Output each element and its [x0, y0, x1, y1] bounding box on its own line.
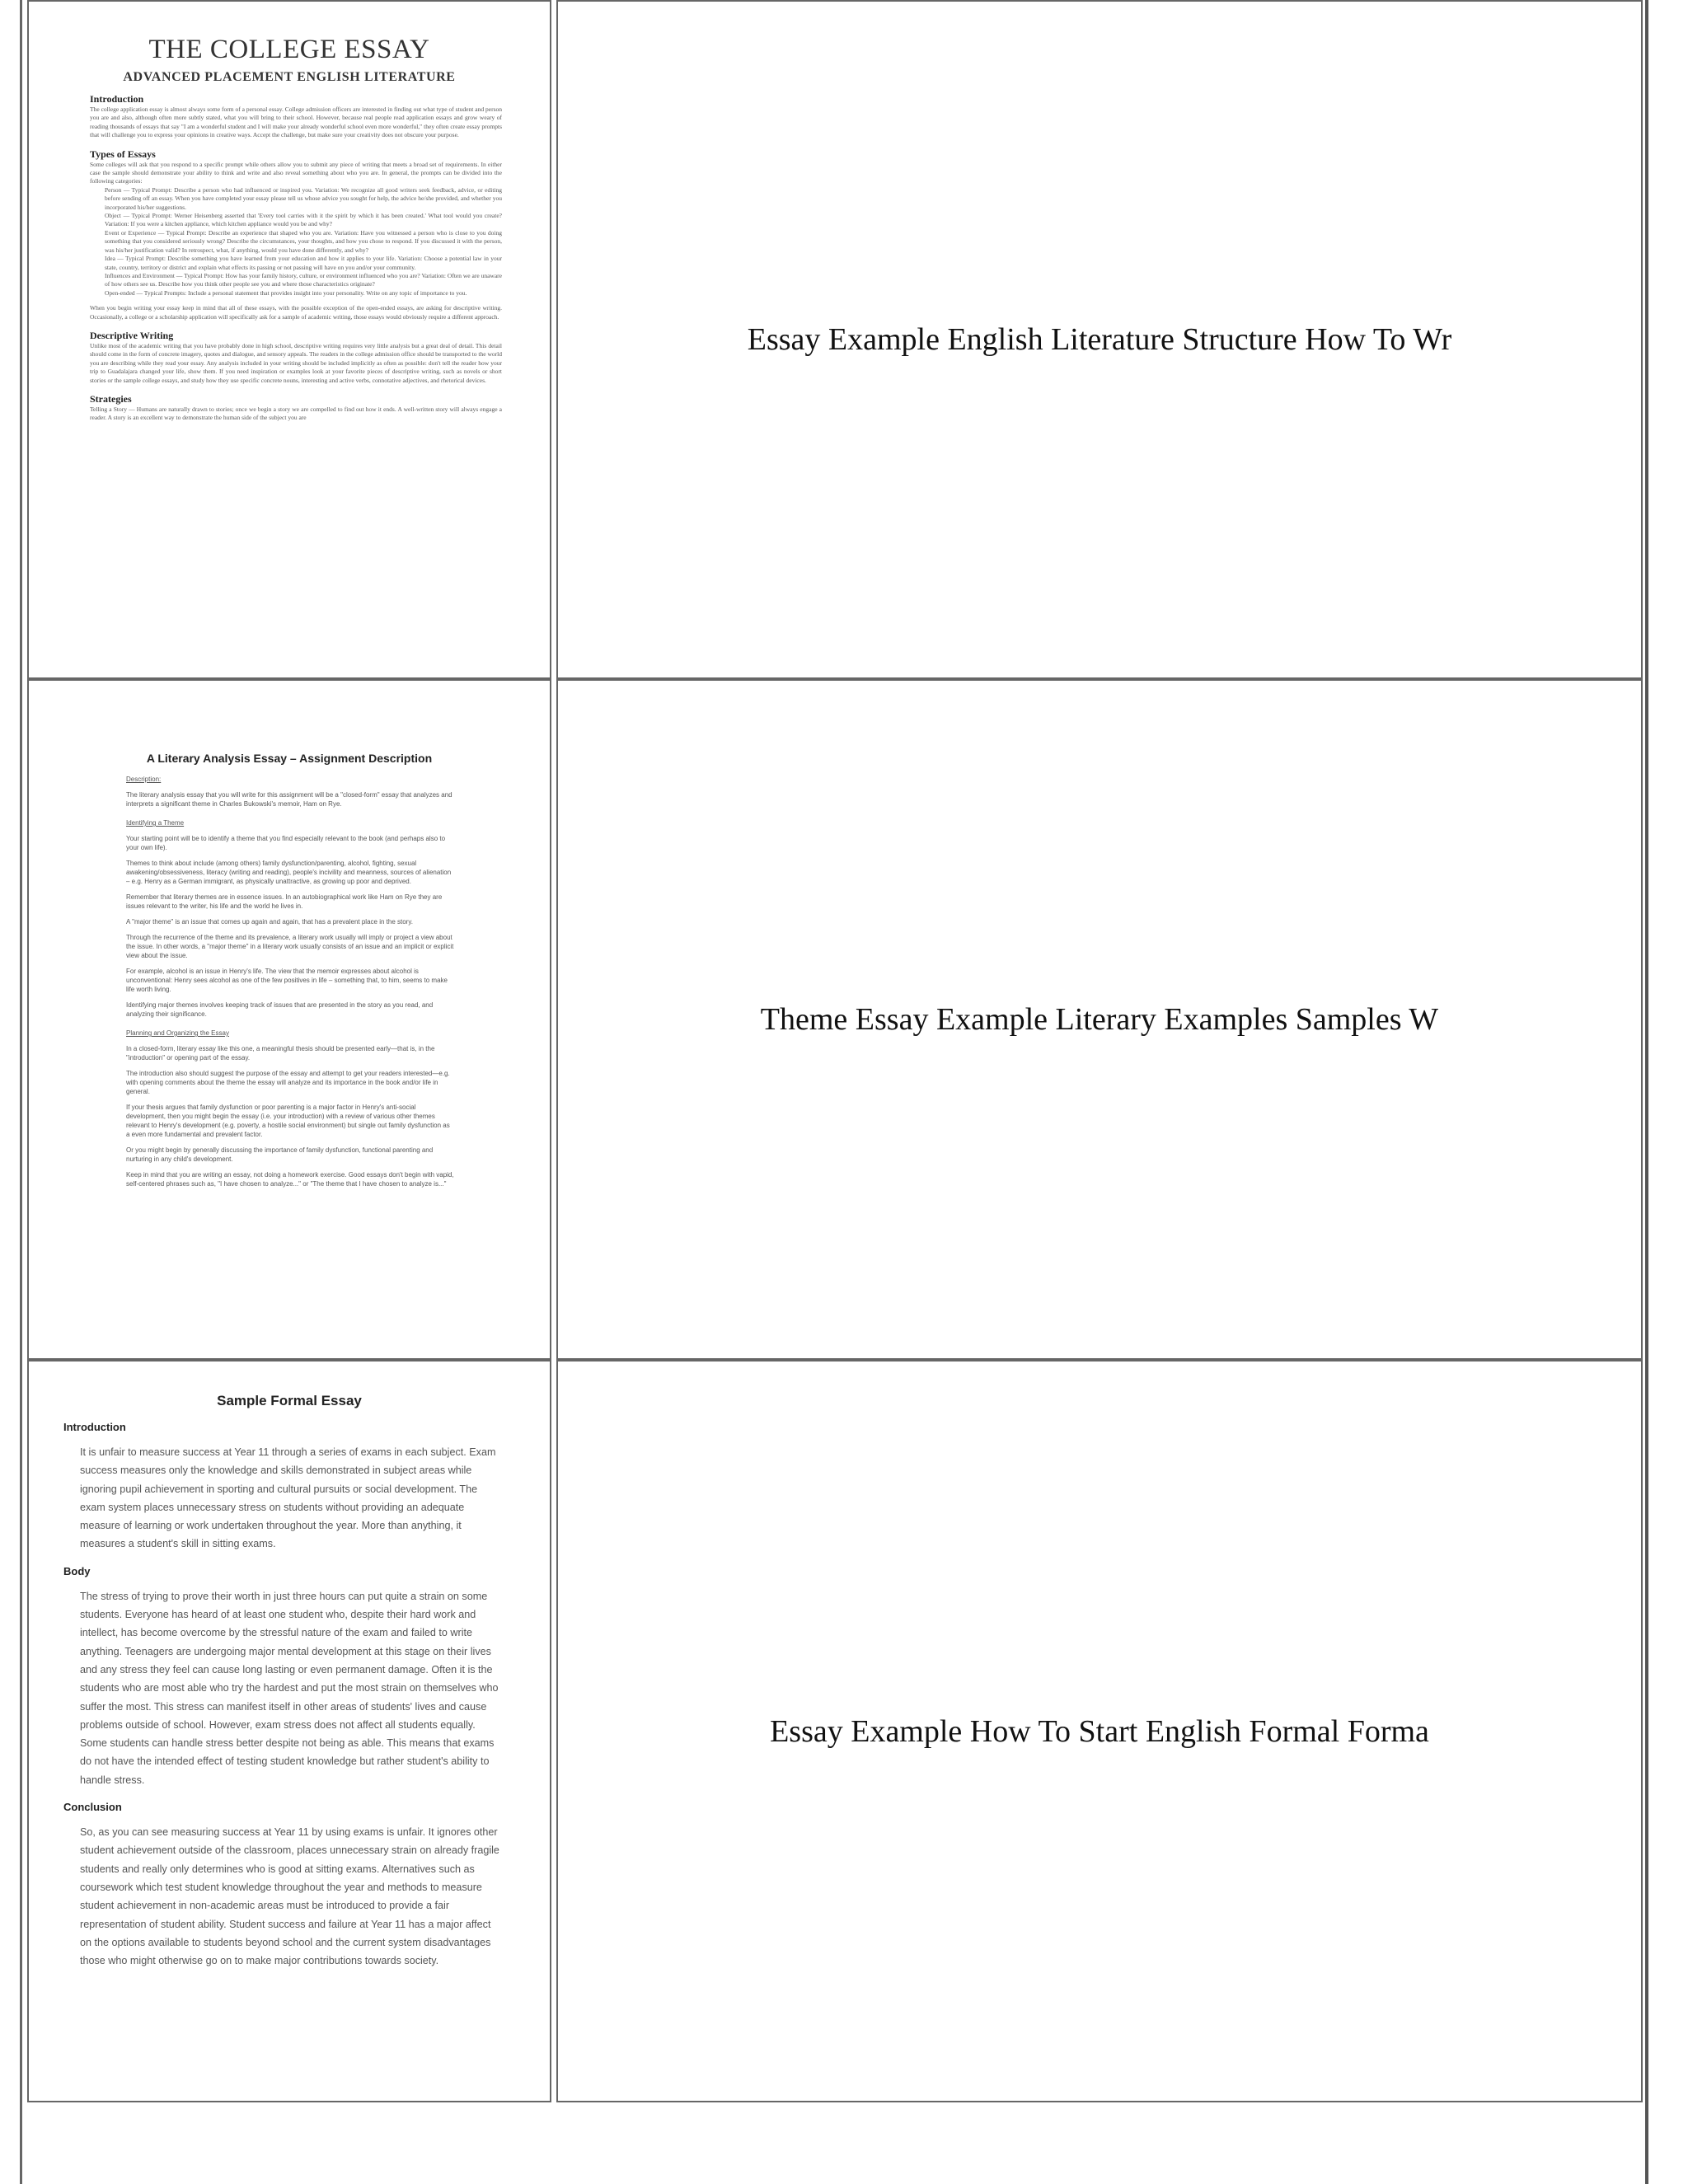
paragraph: For example, alcohol is an issue in Henry's life. The view that the memoir expresses about alcohol is unconventional: Henry sees alcohol as one of the few positives in life – something that, to him, seems to make life worth living.	[126, 968, 448, 993]
paragraph: The literary analysis essay that you will write for this assignment will be a "closed-form" essay that analyzes and interprets a significant theme in Charles Bukowski's memoir, Ham on Rye.	[126, 791, 452, 808]
doc-subtitle: ADVANCED PLACEMENT ENGLISH LITERATURE	[123, 70, 456, 84]
paragraph: Keep in mind that you are writing an essay, not doing a homework exercise. Good essays don't begin with vapid, self-centered phrases such as, "I have chosen to analyze..." or "The theme that I have chosen to analyze is..."	[126, 1171, 454, 1188]
section-heading: Descriptive Writing	[90, 329, 174, 341]
section-heading: Types of Essays	[90, 148, 156, 160]
paragraph: So, as you can see measuring success at Year 11 by using exams is unfair. It ignores other student achievement outside of the classroom, places unnecessary strain on already fragile students and really only determines who is good at sitting exams. Alternatives such as coursework which test student knowledge throughout the year and methods to measure student achievement in non-academic areas must be introduced to provide a fair representation of student ability. Student success and failure at Year 11 has a major affect on the options available to students beyond school and the current system disadvantages those who might otherwise go on to make major contributions towards society.	[80, 1826, 499, 1967]
document-thumbnail-formal-essay[interactable]	[27, 1360, 551, 2102]
caption-cell[interactable]	[556, 679, 1643, 1360]
section-heading: Strategies	[90, 392, 132, 405]
doc-title: Sample Formal Essay	[217, 1393, 362, 1408]
paragraph: A "major theme" is an issue that comes up again and again, that has a prevalent place in the story.	[126, 918, 413, 926]
caption-cell[interactable]	[556, 0, 1643, 679]
document-page	[29, 681, 550, 1358]
paragraph: Influences and Environment — Typical Prompt: How has your family history, culture, or environment influenced who you are? Variation: Often we are unaware of how others see us. Describe how you think other people see you and where those characteristics originate?	[105, 271, 502, 288]
document-page	[29, 1361, 550, 2101]
section-heading: Conclusion	[63, 1801, 122, 1814]
section-heading: Description:	[126, 776, 162, 783]
paragraph: Unlike most of the academic writing that you have probably done in high school, descriptive writing requires very little analysis but a great deal of detail. This detail should come in the form of concrete imagery, quotes and dialogue, and sensory appeals. The readers in the college admission office should be transported to the world you are describing while they read your essay. Any analysis included in your writing should be included implicitly as often as possible: don't tell the reader how your trip to Guadalajara changed your life, show them. If you need inspiration or examples look at your favorite pieces of descriptive writing, such as novels or short stories or the sample college essays, and study how they use specific concrete nouns, interesting and active verbs, connotative adjectives, and rhetorical devices.	[90, 341, 502, 384]
paragraph: Idea — Typical Prompt: Describe something you have learned from your education and how it applies to your life. Variation: Choose a potential law in your state, country, territory or district and explain what effects its passing or not passing will have on you and/or your community.	[105, 255, 502, 271]
gallery-row-2	[25, 679, 1648, 1360]
paragraph: The introduction also should suggest the purpose of the essay and attempt to get your readers interested—e.g. with opening comments about the theme the essay will analyze and its importance in the book and/or life in general.	[126, 1070, 450, 1095]
paragraph: Your starting point will be to identify a theme that you find especially relevant to the book (and perhaps also to your own life).	[126, 835, 446, 851]
caption-cell[interactable]	[556, 1360, 1643, 2102]
section-heading: Body	[63, 1564, 91, 1577]
caption-link[interactable]: Theme Essay Example Literary Examples Samples W	[760, 1002, 1439, 1037]
paragraph: It is unfair to measure success at Year 11 through a series of exams in each subject. Exam success measures only the knowledge and skills demonstrated in subject areas while ignoring pupil achievement in sporting and cultural pursuits or social development. The exam system places unnecessary stress on students without providing an adequate measure of learning or work undertaken throughout the year. More than anything, it measures a student's skill in sitting exams.	[80, 1446, 496, 1550]
paragraph: The stress of trying to prove their worth in just three hours can put quite a strain on some students. Everyone has heard of at least one student who, despite their hard work and intellect, has become overcome by the stressful nature of the exam and failed to write anything. Teenagers are undergoing major mental development at this stage on their lives and any stress they feel can cause long lasting or even permanent damage. Often it is the students who are most able who try the hardest and put the most strain on themselves who suffer the most. This stress can manifest itself in other areas of students' lives and cause problems outside of school. However, exam stress does not affect all students equally. Some students can handle stress better despite not being as able. This means that exams do not have the intended effect of testing student knowledge but rather student's ability to handle stress.	[80, 1590, 499, 1786]
paragraph: Some colleges will ask that you respond to a specific prompt while others allow you to submit any piece of writing that meets a broad set of requirements. In either case the sample should demonstrate your ability to think and write and also reveal something about who you are. In general, the prompts can be divided into the following categories:	[90, 160, 502, 185]
document-page	[29, 2, 550, 677]
doc-title: A Literary Analysis Essay – Assignment Description	[146, 752, 433, 765]
section-heading: Introduction	[63, 1421, 126, 1433]
section-heading: Introduction	[90, 93, 144, 105]
paragraph: Telling a Story — Humans are naturally drawn to stories; once we begin a story we are compelled to find out how it ends. A well-written story will always engage a reader. A story is an excellent way to demonstrate the human side of the subject you are	[90, 405, 502, 422]
section-heading: Identifying a Theme	[126, 819, 185, 827]
document-thumbnail-college-essay[interactable]	[27, 0, 551, 679]
paragraph: Open-ended — Typical Prompts: Include a personal statement that provides insight into your personality. Write on any topic of importance to you.	[105, 288, 467, 297]
gallery-row-1	[25, 0, 1648, 679]
paragraph: In a closed-form, literary essay like this one, a meaningful thesis should be presented early—that is, in the "introduction" or opening part of the essay.	[126, 1045, 435, 1062]
paragraph: Object — Typical Prompt: Werner Heisenberg asserted that 'Every tool carries with it the spirit by which it has been created.' What tool would you create? Variation: If you were a kitchen appliance, which kitchen appliance would you be and why?	[105, 212, 502, 228]
gallery-row-3	[25, 1360, 1648, 2102]
paragraph: Identifying major themes involves keeping track of issues that are presented in the story as you read, and analyzing their significance.	[126, 1001, 434, 1018]
caption-link[interactable]: Essay Example English Literature Structure How To Wr	[747, 322, 1452, 357]
section-heading: Planning and Organizing the Essay	[126, 1029, 229, 1037]
caption-link[interactable]: Essay Example How To Start English Formal Forma	[770, 1713, 1429, 1749]
paragraph: Remember that literary themes are in essence issues. In an autobiographical work like Ham on Rye they are issues relevant to the writer, his life and the world he lives in.	[126, 893, 443, 910]
paragraph: Themes to think about include (among others) family dysfunction/parenting, alcohol, fighting, sexual awakening/obsessiveness, literacy (writing and reading), people's incivility and meanness, sources of alienation – e.g. Henry as a German immigrant, as physically unattractive, as growing up poor and deprived.	[126, 860, 452, 885]
paragraph: Through the recurrence of the theme and its prevalence, a literary work usually will imply or project a view about the issue. In other words, a "major theme" in a literary work usually consists of an issue and an implicit or explicit view about the issue.	[126, 934, 454, 959]
paragraph: If your thesis argues that family dysfunction or poor parenting is a major factor in Henry's anti-social development, then you might begin the essay (i.e. your introduction) with a review of various other themes relevant to Henry's development (e.g. poverty, a hostile social environment) but single out family dysfunction as a even more fundamental and prevalent factor.	[126, 1104, 450, 1138]
paragraph: Person — Typical Prompt: Describe a person who had influenced or inspired you. Variation: We recognize all good writers seek feedback, advice, or editing before sending off an essay. When you have completed your essay please tell us whose advice you sought for help, the advice he/she provided, and whether you incorporated his/her suggestions.	[105, 185, 502, 211]
paragraph: Event or Experience — Typical Prompt: Describe an experience that shaped who you are. Variation: Have you witnessed a person who is close to you doing something that you considered seriously wrong? Describe the circumstances, your thoughts, and how you chose to respond. If you discussed it with the person, was his/her justification valid? In retrospect, what, if anything, would you have done differently, and why?	[105, 228, 502, 254]
document-thumbnail-literary-analysis[interactable]	[27, 679, 551, 1360]
paragraph: The college application essay is almost always some form of a personal essay. College admission officers are interested in finding out what type of student and person you are and also, although often more subtly stated, what you will bring to their school. However, because real people read application essays and grow weary of reading thousands of essays that say "I am a wonderful student and I will make your already wonderful school even more wonderful," they often create essay prompts that will challenge you to express your opinions in creative ways. Accept the challenge, but make sure your creativity does not obscure your purpose.	[90, 105, 502, 139]
paragraph: Or you might begin by generally discussing the importance of family dysfunction, functional parenting and nurturing in any child's development.	[126, 1146, 434, 1163]
paragraph: When you begin writing your essay keep in mind that all of these essays, with the possible exception of the open-ended essays, are asking for descriptive writing. Occasionally, a college or a scholarship application will specifically ask for a sample of academic writing, those essays would obviously require a different approach.	[90, 304, 502, 321]
doc-title: THE COLLEGE ESSAY	[148, 35, 430, 64]
